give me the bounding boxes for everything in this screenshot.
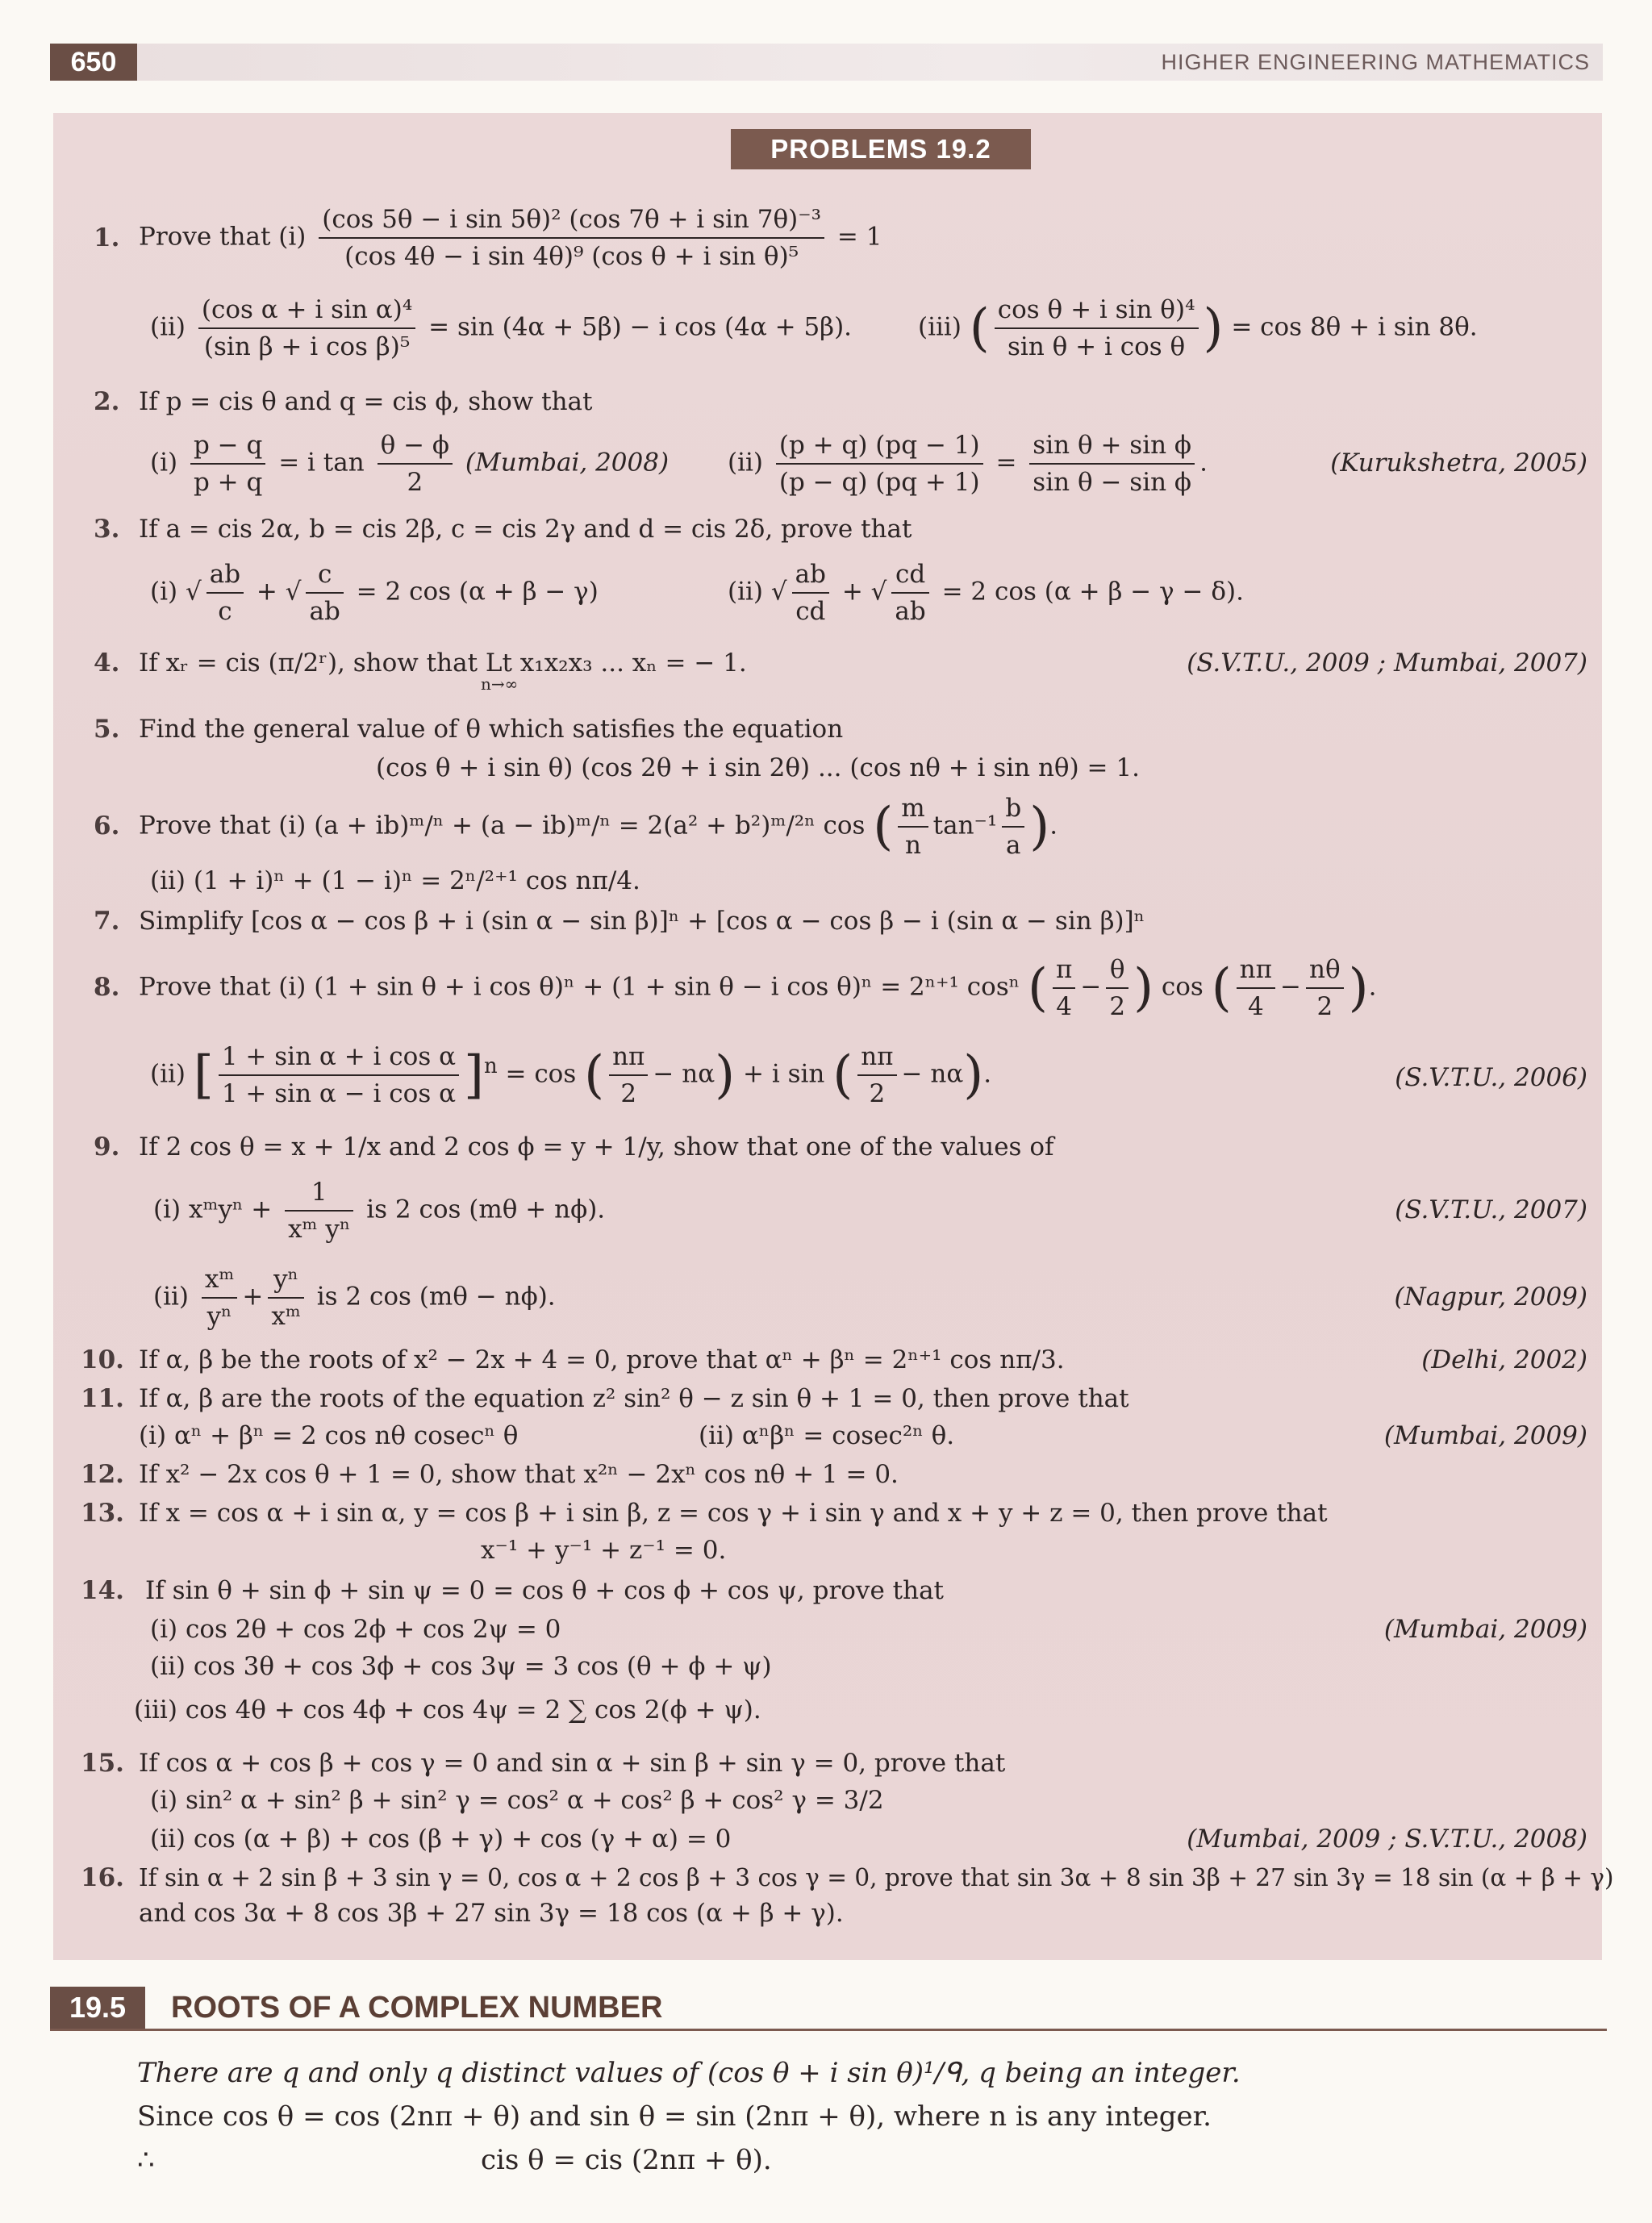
problem-2-ii	[728, 428, 1208, 500]
fraction	[792, 557, 829, 629]
fraction	[995, 292, 1199, 365]
problem-5-equation: (cos θ + i sin θ) (cos 2θ + i sin 2θ) ... (cos nθ + i sin nθ) = 1.	[376, 753, 1140, 782]
problem-number: 5.	[94, 715, 120, 744]
problem-6-ii: (ii) (1 + i)ⁿ + (1 − i)ⁿ = 2ⁿ/²⁺¹ cos nπ/4.	[150, 866, 640, 895]
problem-16-text: If sin α + 2 sin β + 3 sin γ = 0, cos α + 2 cos β + 3 cos γ = 0, prove that sin 3α + 8 sin 3β + 27 sin 3γ = 18 sin (α + β + γ)	[139, 1864, 1614, 1891]
numerator: π	[1053, 952, 1075, 989]
body-paragraph: Since cos θ = cos (2nπ + θ) and sin θ = sin (2nπ + θ), where n is any integer.	[137, 2100, 1212, 2133]
citation: (S.V.T.U., 2006)	[1395, 1063, 1587, 1092]
denominator: xᵐ	[271, 1302, 301, 1331]
denominator: yⁿ	[206, 1302, 232, 1331]
label: (i)	[150, 577, 178, 607]
problem-13-text: If x = cos α + i sin α, y = cos β + i sin β, z = cos γ + i sin γ and x + y + z = 0, then prove that	[139, 1499, 1328, 1528]
rhs: is 2 cos (mθ + nϕ).	[366, 1195, 606, 1224]
citation: (Delhi, 2002)	[1421, 1345, 1587, 1374]
numerator: ab	[792, 557, 829, 594]
denominator: ab	[895, 597, 926, 626]
numerator: nπ	[857, 1039, 896, 1076]
rhs: = 1	[836, 222, 882, 252]
denominator: cd	[795, 597, 826, 626]
numerator: cd	[891, 557, 928, 594]
denominator: p + q	[193, 468, 263, 497]
tail: − nα	[901, 1059, 964, 1089]
numerator: nπ	[1237, 952, 1275, 989]
end: .	[1049, 811, 1058, 840]
mid: = i tan	[278, 448, 365, 478]
numerator: nθ	[1306, 952, 1344, 989]
plus: +	[242, 1282, 264, 1312]
fraction	[202, 1262, 238, 1334]
paren: )	[1029, 797, 1050, 857]
rhs: = 2 cos (α + β − γ)	[356, 577, 599, 607]
problem-15-ii: (ii) cos (α + β) + cos (β + γ) + cos (γ + α) = 0	[150, 1825, 732, 1854]
label: (ii)	[150, 1059, 186, 1089]
problem-5-text: Find the general value of θ which satisfies the equation	[139, 715, 844, 744]
problem-number: 10.	[81, 1345, 124, 1374]
citation: (Kurukshetra, 2005)	[1330, 448, 1587, 478]
problem-14-text: If sin θ + sin ϕ + sin ψ = 0 = cos θ + cos ϕ + cos ψ, prove that	[145, 1576, 945, 1605]
problem-number: 7.	[94, 907, 120, 936]
paren: (	[873, 797, 894, 857]
problem-14-ii: (ii) cos 3θ + cos 3ϕ + cos 3ψ = 3 cos (θ + ϕ + ψ)	[150, 1652, 772, 1681]
rhs: = 2 cos (α + β − γ − δ).	[941, 577, 1244, 607]
numerator: θ − ϕ	[378, 428, 453, 465]
problem-number: 2.	[94, 387, 120, 416]
problem-1-iii	[918, 292, 1478, 365]
paren: (	[832, 1045, 853, 1105]
problem-14-iii: (iii) cos 4θ + cos 4ϕ + cos 4ψ = 2 ∑ cos 2(ϕ + ψ).	[134, 1695, 761, 1725]
paren: )	[715, 1045, 736, 1105]
fraction	[1106, 952, 1128, 1024]
denominator: 1 + sin α − i cos α	[221, 1079, 457, 1108]
expression: Prove that (i) (1 + sin θ + i cos θ)ⁿ + (1 + sin θ − i cos θ)ⁿ = 2ⁿ⁺¹ cosⁿ	[139, 972, 1020, 1002]
problem-9-i	[153, 1174, 605, 1247]
numerator: nπ	[609, 1039, 648, 1076]
mid: cos	[1161, 972, 1204, 1002]
therefore-symbol: ∴	[137, 2144, 155, 2176]
exponent: n	[483, 1054, 498, 1079]
rhs: is 2 cos (mθ − nϕ).	[316, 1282, 556, 1312]
problem-number: 13.	[81, 1499, 124, 1528]
rhs: = cos 8θ + i sin 8θ.	[1231, 312, 1478, 342]
label: (ii)	[150, 312, 186, 342]
fraction	[857, 1039, 896, 1112]
bracket: [	[193, 1045, 214, 1105]
mid: tan⁻¹	[932, 811, 998, 840]
denominator: n	[904, 831, 921, 860]
page-number: 650	[50, 44, 137, 81]
citation: (Mumbai, 2009)	[1383, 1421, 1587, 1450]
paren: (	[1211, 958, 1232, 1018]
problem-14-i: (i) cos 2θ + cos 2ϕ + cos 2ψ = 0	[150, 1615, 561, 1644]
denominator: ab	[309, 597, 340, 626]
running-head: HIGHER ENGINEERING MATHEMATICS	[1161, 50, 1590, 74]
paren: (	[969, 298, 990, 358]
problem-1-i	[139, 202, 882, 274]
numerator: (cos α + i sin α)⁴	[198, 292, 415, 329]
problem-2-i	[150, 428, 669, 500]
denominator: c	[218, 597, 232, 626]
expression: Prove that (i) (a + ib)ᵐ/ⁿ + (a − ib)ᵐ/ⁿ = 2(a² + b²)ᵐ/²ⁿ cos	[139, 811, 866, 840]
fraction	[1306, 952, 1344, 1024]
problem-9-ii	[153, 1262, 556, 1334]
denominator: 2	[620, 1079, 637, 1108]
page-header	[50, 44, 1603, 81]
label: (iii)	[918, 312, 962, 342]
problem-number: 15.	[81, 1749, 124, 1778]
numerator: yⁿ	[268, 1262, 304, 1299]
paren: )	[1203, 298, 1224, 358]
numerator: (p + q) (pq − 1)	[776, 428, 983, 465]
problem-number: 1.	[94, 223, 120, 252]
fraction	[268, 1262, 304, 1334]
problem-11-ii: (ii) αⁿβⁿ = cosec²ⁿ θ.	[699, 1421, 955, 1450]
problem-number: 4.	[94, 649, 120, 678]
fraction	[898, 790, 928, 863]
numerator: 1 + sin α + i cos α	[219, 1039, 459, 1076]
fraction	[219, 1039, 459, 1112]
citation: (S.V.T.U., 2007)	[1395, 1195, 1587, 1224]
paren: (	[584, 1045, 605, 1105]
problem-number: 12.	[81, 1460, 124, 1489]
fraction	[1002, 790, 1024, 863]
fraction	[378, 428, 453, 500]
tail: − nα	[653, 1059, 715, 1089]
denominator: 4	[1247, 992, 1264, 1021]
problem-number: 11.	[81, 1384, 124, 1413]
denominator: (cos 4θ − i sin 4θ)⁹ (cos θ + i sin θ)⁵	[344, 242, 799, 271]
fraction	[306, 557, 343, 629]
section-number: 19.5	[50, 1987, 145, 2029]
problem-number: 9.	[94, 1132, 120, 1162]
denominator: a	[1006, 831, 1021, 860]
citation: (Mumbai, 2009)	[1383, 1615, 1587, 1644]
numerator: m	[898, 790, 928, 828]
numerator: cos θ + i sin θ)⁴	[995, 292, 1199, 329]
fraction	[891, 557, 928, 629]
theorem-statement: There are q and only q distinct values of (cos θ + i sin θ)¹/ᑫ, q being an integer.	[137, 2057, 1241, 2089]
problem-number: 16.	[81, 1863, 124, 1892]
denominator: (sin β + i cos β)⁵	[203, 332, 411, 361]
limit-subscript: n→∞	[481, 674, 519, 694]
problem-number: 6.	[94, 811, 120, 840]
fraction	[1053, 952, 1075, 1024]
fraction	[285, 1174, 353, 1247]
problem-6-i	[139, 790, 1058, 863]
bracket: ]	[464, 1045, 484, 1105]
citation: (Mumbai, 2008)	[465, 448, 670, 478]
fraction	[1237, 952, 1275, 1024]
label: Prove that (i)	[139, 222, 307, 252]
fraction	[1029, 428, 1195, 500]
denominator: 2	[407, 468, 423, 497]
problem-15-text: If cos α + cos β + cos γ = 0 and sin α + sin β + sin γ = 0, prove that	[139, 1749, 1006, 1778]
end: .	[1368, 972, 1377, 1002]
paren: )	[963, 1045, 984, 1105]
citation: (Mumbai, 2009 ; S.V.T.U., 2008)	[1187, 1825, 1587, 1854]
label: (ii)	[728, 577, 764, 607]
numerator: θ	[1106, 952, 1128, 989]
problem-2-text: If p = cis θ and q = cis ϕ, show that	[139, 387, 593, 416]
problem-9-text: If 2 cos θ = x + 1/x and 2 cos ϕ = y + 1/y, show that one of the values of	[139, 1132, 1054, 1162]
problem-number: 8.	[94, 973, 120, 1002]
label: (i) xᵐyⁿ +	[153, 1195, 273, 1224]
equation: cis θ = cis (2nπ + θ).	[481, 2144, 772, 2176]
problem-8-ii	[150, 1039, 991, 1112]
mid: = cos	[505, 1059, 577, 1089]
section-title: ROOTS OF A COMPLEX NUMBER	[171, 1991, 663, 2025]
denominator: 4	[1056, 992, 1073, 1021]
label: (i)	[150, 448, 178, 478]
rhs: = sin (4α + 5β) − i cos (4α + 5β).	[428, 312, 853, 342]
problem-1-ii	[150, 292, 852, 365]
problem-10-text: If α, β be the roots of x² − 2x + 4 = 0, prove that αⁿ + βⁿ = 2ⁿ⁺¹ cos nπ/3.	[139, 1345, 1065, 1374]
problem-13-equation: x⁻¹ + y⁻¹ + z⁻¹ = 0.	[481, 1536, 727, 1565]
problem-15-i: (i) sin² α + sin² β + sin² γ = cos² α + cos² β + cos² γ = 3/2	[150, 1786, 884, 1815]
numerator: p − q	[190, 428, 265, 465]
denominator: 2	[1109, 992, 1126, 1021]
denominator: sin θ − sin ϕ	[1032, 468, 1192, 497]
paren: )	[1133, 958, 1154, 1018]
problem-12-text: If x² − 2x cos θ + 1 = 0, show that x²ⁿ − 2xⁿ cos nθ + 1 = 0.	[139, 1460, 899, 1489]
fraction	[206, 557, 244, 629]
problem-7-text: Simplify [cos α − cos β + i (sin α − sin β)]ⁿ + [cos α − cos β − i (sin α − sin β)]ⁿ	[139, 907, 1145, 936]
paren: (	[1028, 958, 1048, 1018]
problem-number: 3.	[94, 515, 120, 544]
fraction	[319, 202, 824, 274]
denominator: (p − q) (pq + 1)	[778, 468, 980, 497]
numerator: sin θ + sin ϕ	[1029, 428, 1195, 465]
problem-3-ii: (ii) √ $\frac{ab}{cd}$ + √ $\frac{cd}{ab}$ = 2 cos (α + β − γ − δ).	[728, 557, 1244, 629]
equals: =	[995, 448, 1017, 478]
fraction	[198, 292, 415, 365]
section-heading	[50, 1987, 1607, 2031]
citation: (Nagpur, 2009)	[1394, 1282, 1587, 1312]
numerator: 1	[285, 1174, 353, 1212]
denominator: xᵐ yⁿ	[288, 1215, 351, 1244]
problem-number: 14.	[81, 1576, 124, 1605]
paren: )	[1348, 958, 1369, 1018]
label: (ii)	[728, 448, 764, 478]
numerator: xᵐ	[202, 1262, 238, 1299]
problem-8-i: Prove that (i) (1 + sin θ + i cos θ)ⁿ + (1 + sin θ − i cos θ)ⁿ = 2ⁿ⁺¹ cosⁿ ( $\frac{\pi}{4}$ − $\frac{\theta}{2}$ ) cos ( $\frac{n\pi}{4}$ − $\frac{n\theta}{2}$ ).	[139, 952, 1376, 1024]
mid: + i sin	[742, 1059, 825, 1089]
problem-11-i: (i) αⁿ + βⁿ = 2 cos nθ cosecⁿ θ	[139, 1421, 519, 1450]
problem-4-text: If xᵣ = cis (π/2ʳ), show that Lt x₁x₂x₃ ... xₙ = − 1.	[139, 649, 747, 678]
label: (ii)	[153, 1282, 190, 1312]
problems-box	[53, 113, 1614, 1960]
fraction	[776, 428, 983, 500]
numerator: ab	[206, 557, 244, 594]
numerator: b	[1002, 790, 1024, 828]
denominator: sin θ + i cos θ	[1007, 332, 1186, 361]
numerator: (cos 5θ − i sin 5θ)² (cos 7θ + i sin 7θ)⁻³	[319, 202, 824, 239]
denominator: 2	[869, 1079, 886, 1108]
problem-11-text: If α, β are the roots of the equation z² sin² θ − z sin θ + 1 = 0, then prove that	[139, 1384, 1129, 1413]
problems-title: PROBLEMS 19.2	[731, 129, 1031, 169]
problem-3-text: If a = cis 2α, b = cis 2β, c = cis 2γ and d = cis 2δ, prove that	[139, 515, 912, 544]
denominator: 2	[1316, 992, 1333, 1021]
fraction	[190, 428, 265, 500]
problem-16-text-cont: and cos 3α + 8 cos 3β + 27 sin 3γ = 18 cos (α + β + γ).	[139, 1899, 844, 1928]
problem-3-i: (i) √ $\frac{ab}{c}$ + √ $\frac{c}{ab}$ = 2 cos (α + β − γ)	[150, 557, 599, 629]
citation: (S.V.T.U., 2009 ; Mumbai, 2007)	[1187, 649, 1587, 678]
fraction	[609, 1039, 648, 1112]
numerator: c	[306, 557, 343, 594]
end: .	[1199, 448, 1208, 478]
end: .	[983, 1059, 992, 1089]
